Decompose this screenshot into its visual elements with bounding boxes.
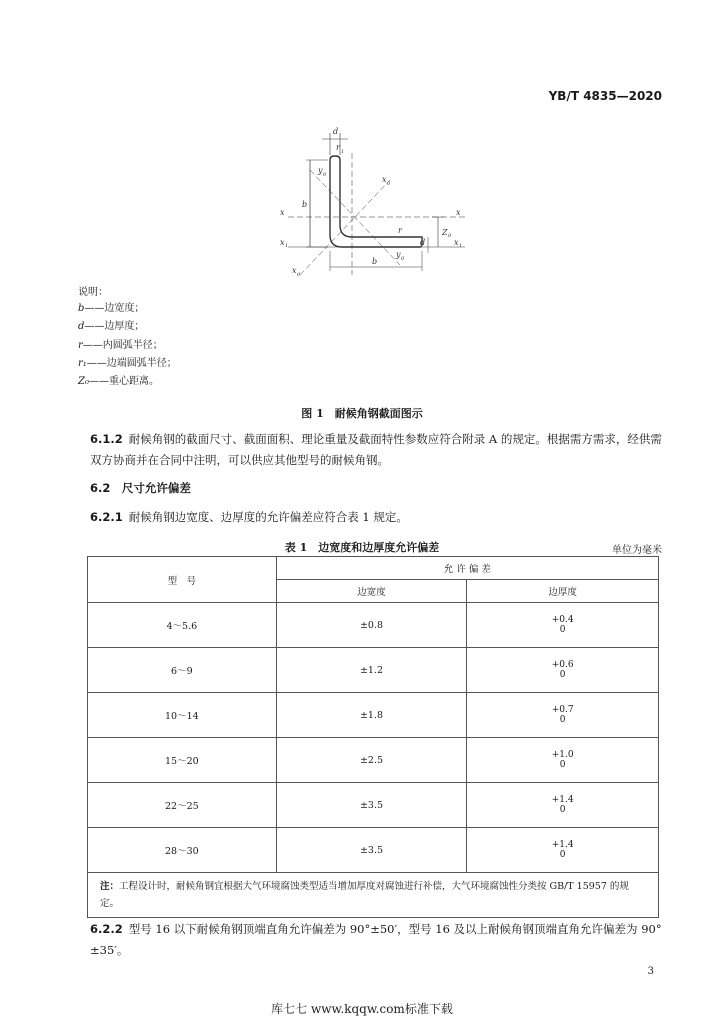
table-row: 22～25 ±3.5 +1.4 0 (88, 783, 659, 828)
label-z0-sub: 0 (448, 233, 452, 239)
label-y0-bottom: y (396, 250, 401, 259)
label-x1-left: x (280, 238, 285, 247)
legend-title: 说明： (78, 287, 108, 298)
header-thickness: 边厚度 (467, 580, 659, 603)
header-tolerance: 允 许 偏 差 (276, 557, 658, 580)
label-y0-top-sub: 0 (323, 172, 327, 178)
label-r1-sub: 1 (341, 149, 345, 155)
label-x0-bottom-sub: 0 (297, 272, 301, 278)
label-x1-right: x (454, 238, 459, 247)
label-y0-top: y (318, 166, 323, 175)
legend-item: r——内圆弧半径； (78, 340, 163, 351)
angle-section-figure (270, 125, 480, 285)
label-r: r (398, 226, 402, 235)
label-x-right: x (456, 208, 461, 217)
legend-item: r₁——边端圆弧半径； (78, 358, 177, 369)
clause-6-2-2: 6.2.2 型号 16 以下耐候角钢顶端直角允许偏差为 90°±50′，型号 16 及以上耐候角钢顶端直角允许偏差为 90°±35′。 (90, 922, 662, 957)
table-row: 6～9 ±1.2 +0.6 0 (88, 648, 659, 693)
label-x1-left-sub: 1 (285, 243, 289, 249)
table-row: 15～20 ±2.5 +1.0 0 (88, 738, 659, 783)
page-number: 3 (647, 966, 654, 977)
label-d-bottom: d (420, 238, 426, 247)
legend-item: Z₀——重心距离。 (78, 376, 159, 387)
label-x0-bottom: x (292, 266, 297, 275)
clause-6-2-1: 6.2.1 耐候角钢边宽度、边厚度的允许偏差应符合表 1 规定。 (90, 510, 408, 524)
legend-item: b——边宽度； (78, 303, 145, 314)
table-row: 4～5.6 ±0.8 +0.4 0 (88, 603, 659, 648)
label-y0-bottom-sub: 0 (401, 256, 405, 262)
table-note: 注：工程设计时，耐候角钢宜根据大气环境腐蚀类型适当增加厚度对腐蚀进行补偿，大气环境腐蚀性分类按 GB/T 15957 的规定。 (88, 873, 659, 918)
header-width: 边宽度 (276, 580, 467, 603)
header-model: 型 号 (88, 557, 277, 603)
label-b-left: b (302, 200, 308, 209)
legend-item: d——边厚度； (78, 321, 145, 332)
table-row: 10～14 ±1.8 +0.7 0 (88, 693, 659, 738)
label-x0-right: x (382, 175, 387, 184)
table-caption: 表 1 边宽度和边厚度允许偏差 (284, 541, 440, 554)
label-d-top: d (333, 127, 339, 136)
label-z0: Z (442, 228, 448, 237)
figure-caption: 图 1 耐候角钢截面图示 (301, 407, 423, 420)
angle-outline (330, 156, 422, 247)
label-b-bottom: b (372, 257, 378, 266)
table-unit: 单位为毫米 (612, 545, 662, 556)
label-x-left: x (280, 208, 285, 217)
label-r1: r (336, 143, 340, 152)
clause-6-1-2: 6.1.2 耐候角钢的截面尺寸、截面面积、理论重量及截面特性参数应符合附录 A 的规定。根据需方需求，经供需双方协商并在合同中注明，可以供应其他型号的耐候角钢。 (90, 432, 662, 467)
label-x0-right-sub: 0 (387, 181, 391, 187)
label-x1-right-sub: 1 (459, 243, 463, 249)
footer-watermark: 库七七 www.kqqw.com标准下载 (271, 1002, 453, 1016)
table-row: 28～30 ±3.5 +1.4 0 (88, 828, 659, 873)
section-6-2: 6.2 尺寸允许偏差 (90, 481, 191, 495)
tolerance-table (87, 556, 659, 918)
standard-number: YB/T 4835—2020 (548, 89, 662, 103)
